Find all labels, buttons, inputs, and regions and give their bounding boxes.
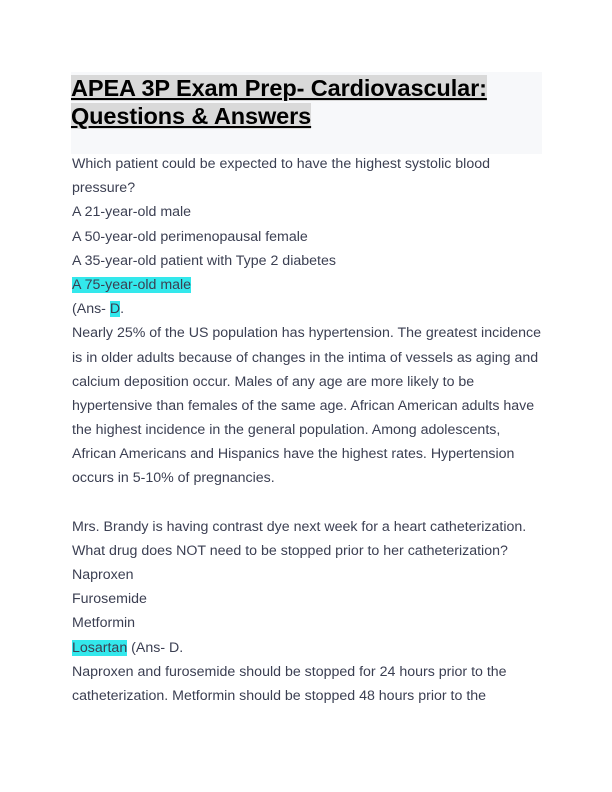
question-1-option-d-highlighted: A 75-year-old male <box>72 276 192 293</box>
question-2-option-a: Naproxen <box>72 567 134 583</box>
explanation-line: Naproxen and furosemide should be stopped for 24 hours prior to the <box>72 663 507 680</box>
question-2-option-d-highlighted: Losartan <box>72 639 128 656</box>
question-2-option-c: Metformin <box>72 615 136 632</box>
explanation-line: catheterization. Metformin should be stopped 48 hours prior to the <box>72 687 487 704</box>
explanation-line: occurs in 5-10% of pregnancies. <box>72 470 275 487</box>
explanation-line: calcium deposition occur. Males of any age are more likely to be <box>72 373 475 390</box>
question-1-explanation <box>72 321 542 490</box>
question-2-text-line-2: What drug does NOT need to be stopped prior to her catheterization? <box>72 542 508 559</box>
answer-prefix: (Ans- <box>72 301 110 318</box>
question-2-option-b: Furosemide <box>72 591 147 608</box>
question-1-option-c: A 35-year-old patient with Type 2 diabetes <box>72 252 336 269</box>
explanation-line: the highest incidence in the general population. Among adolescents, <box>72 422 501 439</box>
question-2 <box>72 515 542 709</box>
question-1-text-line-1: Which patient could be expected to have the highest systolic blood <box>72 156 491 172</box>
question-1-text-line-2: pressure? <box>72 180 136 197</box>
explanation-line: is in older adults because of changes in the intima of vessels as aging and <box>72 349 539 366</box>
answer-suffix: . <box>120 301 125 318</box>
question-2-answer: (Ans- D. <box>127 639 184 656</box>
question-2-text-line-1: Mrs. Brandy is having contrast dye next week for a heart catheterization. <box>72 518 527 535</box>
question-1 <box>72 152 542 491</box>
explanation-line: Nearly 25% of the US population has hypertension. The greatest incidence <box>72 325 542 342</box>
title-block <box>71 72 542 154</box>
explanation-line: African Americans and Hispanics have the highest rates. Hypertension <box>72 446 515 463</box>
question-2-option-d-row <box>72 636 542 660</box>
question-1-option-d-row <box>72 273 542 297</box>
page-title-line-1: APEA 3P Exam Prep- Cardiovascular: <box>71 75 487 101</box>
question-2-explanation <box>72 660 542 708</box>
question-1-option-b: A 50-year-old perimenopausal female <box>72 228 308 245</box>
document-body <box>72 152 542 708</box>
paragraph-gap <box>72 491 542 515</box>
question-1-answer <box>72 297 542 321</box>
explanation-line: hypertensive than females of the same age. African American adults have <box>72 397 535 414</box>
question-1-option-a: A 21-year-old male <box>72 204 192 221</box>
answer-letter-highlighted: D <box>109 301 121 318</box>
page-title-line-2: Questions & Answers <box>71 103 312 129</box>
